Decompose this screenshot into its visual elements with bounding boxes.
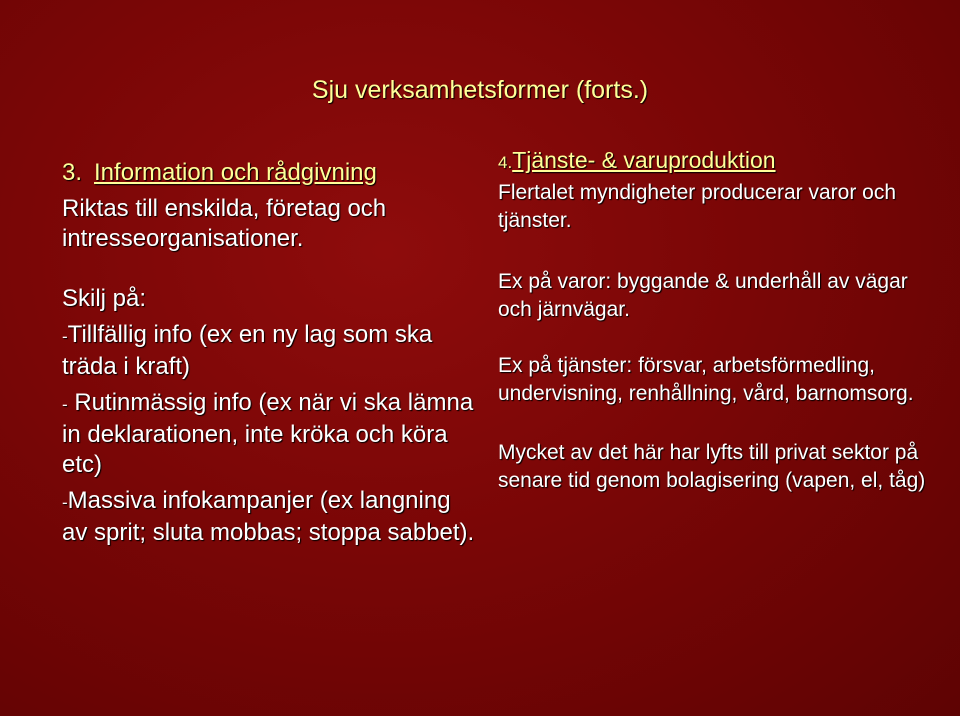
list-item-text: Massiva infokampanjer (ex langning av sprit; sluta mobbas; stoppa sabbet).	[62, 487, 475, 546]
examples-services: Ex på tjänster: försvar, arbetsförmedling, undervisning, renhållning, vård, barnomsorg.	[498, 354, 914, 405]
right-column	[498, 146, 938, 495]
right-heading-number: 4.	[498, 153, 513, 172]
left-intro: Riktas till enskilda, företag och intresseorganisationer.	[62, 195, 387, 252]
slide-title: Sju verksamhetsformer (forts.)	[311, 76, 649, 104]
distinguish-label: Skilj på:	[62, 285, 147, 312]
list-item-text: Rutinmässig info (ex när vi ska lämna in deklarationen, inte kröka och köra etc)	[62, 389, 474, 478]
right-intro: Flertalet myndigheter producerar varor och tjänster.	[498, 181, 897, 232]
examples-goods: Ex på varor: byggande & underhåll av vägar och järnvägar.	[498, 270, 908, 321]
right-heading	[498, 146, 938, 177]
dash-marker: -	[62, 493, 68, 512]
dash-marker: -	[62, 327, 68, 346]
list-item	[62, 320, 482, 382]
dash-marker: -	[62, 395, 68, 414]
list-item-text: Tillfällig info (ex en ny lag som ska träda i kraft)	[62, 321, 433, 380]
left-heading	[62, 158, 482, 188]
privatization-note: Mycket av det här har lyfts till privat sektor på senare tid genom bolagisering (vapen, el, tåg)	[498, 441, 926, 492]
left-column	[62, 158, 482, 548]
left-heading-text: Information och rådgivning	[94, 159, 377, 186]
list-item	[62, 486, 482, 548]
right-heading-text: Tjänste- & varuproduktion	[512, 147, 776, 173]
left-heading-number: 3.	[62, 159, 83, 186]
list-item	[62, 388, 482, 480]
